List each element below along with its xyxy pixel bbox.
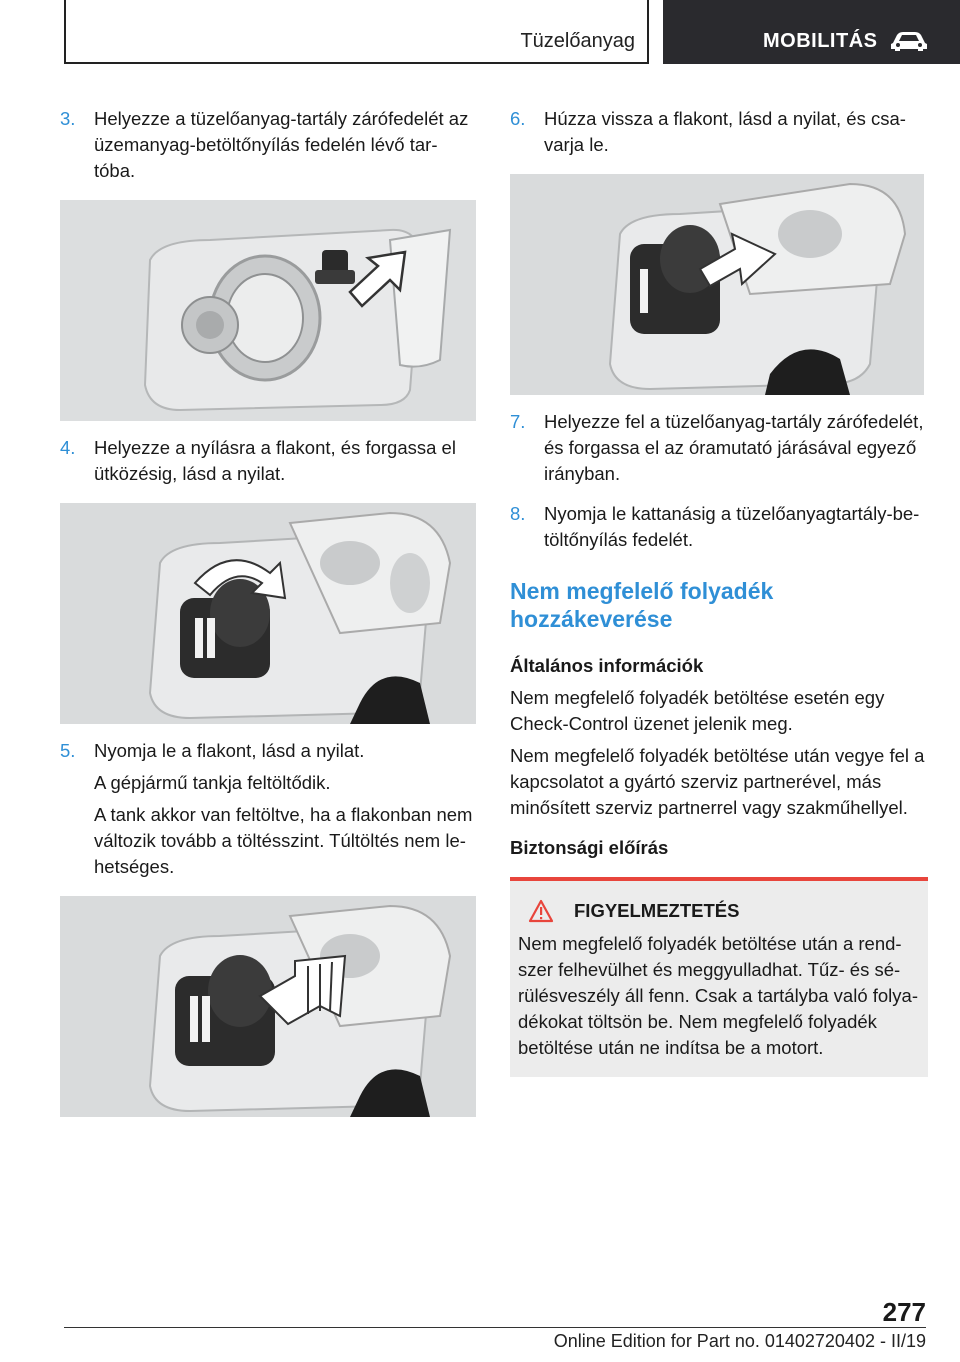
step-text: Helyezze a tüzelőanyag-tartály zárófedelét az üzemanyag-betöltőnyílás fedelén lévő tar-tóba. bbox=[94, 108, 469, 181]
subheading-general-info: Általános információk bbox=[510, 655, 704, 676]
warning-triangle-icon bbox=[528, 899, 554, 923]
right-column bbox=[510, 106, 928, 1077]
step-5 bbox=[60, 738, 476, 886]
step-text: Nyomja le kattanásig a tüzelőanyagtartály-be-töltőnyílás fedelét. bbox=[544, 503, 920, 550]
figure-bottle-press bbox=[60, 896, 476, 1117]
warning-title: FIGYELMEZTETÉS bbox=[574, 900, 740, 921]
step-text: A tank akkor van feltöltve, ha a flakonban nem változik tovább a töltésszint. Túltöltés nem le-hetséges. bbox=[94, 804, 473, 877]
figure-bottle-pull bbox=[510, 174, 924, 395]
step-number: 3. bbox=[60, 108, 76, 129]
paragraph: Nem megfelelő folyadék betöltése esetén egy Check-Control üzenet jelenik meg. bbox=[510, 687, 885, 734]
step-3 bbox=[60, 106, 476, 190]
step-6 bbox=[510, 106, 928, 164]
page-number: 277 bbox=[882, 1297, 926, 1327]
step-number: 6. bbox=[510, 108, 526, 129]
header-chapter-title: MOBILITÁS bbox=[763, 30, 878, 52]
warning-title-row bbox=[518, 899, 920, 923]
step-7 bbox=[510, 409, 928, 493]
figure-cap-holder bbox=[60, 200, 476, 421]
step-number: 5. bbox=[60, 740, 76, 761]
section-heading: Nem megfelelő folyadék hozzákeverése bbox=[510, 578, 774, 632]
paragraph: Nem megfelelő folyadék betöltése után vegye fel a kapcsolatot a gyártó szerviz partnerével, más minősített szerviz partnerrel vagy szakműhellyel. bbox=[510, 745, 925, 818]
step-text: Nyomja le a flakont, lásd a nyilat. bbox=[94, 740, 365, 761]
step-text: A gépjármű tankja feltöltődik. bbox=[94, 772, 331, 793]
step-number: 4. bbox=[60, 437, 76, 458]
header-chapter-box bbox=[663, 0, 960, 64]
warning-box bbox=[510, 877, 928, 1077]
step-number: 7. bbox=[510, 411, 526, 432]
footer-divider bbox=[64, 1327, 926, 1328]
warning-text: Nem megfelelő folyadék betöltése után a rend-szer felhevülhet és meggyulladhat. Tűz- és sé-rülésveszély áll fenn. Csak a tartályba való folya-dékokat töltsön be. Nem megfelelő folyadék betöltése után ne indítsa be a motort. bbox=[518, 933, 918, 1058]
step-4 bbox=[60, 435, 476, 493]
header-section-box bbox=[64, 0, 649, 64]
subheading-safety: Biztonsági előírás bbox=[510, 837, 669, 858]
edition-note: Online Edition for Part no. 01402720402 - II/19 bbox=[553, 1331, 926, 1351]
left-column bbox=[60, 106, 476, 1117]
step-text: Helyezze a nyílásra a flakont, és forgassa el ütközésig, lásd a nyilat. bbox=[94, 437, 456, 484]
header-section-title: Tüzelőanyag bbox=[520, 30, 635, 52]
step-text: Húzza vissza a flakont, lásd a nyilat, és csa-varja le. bbox=[544, 108, 906, 155]
figure-bottle-twist bbox=[60, 503, 476, 724]
step-number: 8. bbox=[510, 503, 526, 524]
step-8 bbox=[510, 501, 928, 559]
car-icon bbox=[889, 30, 929, 52]
step-text: Helyezze fel a tüzelőanyag-tartály zárófedelét, és forgassa el az óramutató járásával egyező irányban. bbox=[544, 411, 924, 484]
